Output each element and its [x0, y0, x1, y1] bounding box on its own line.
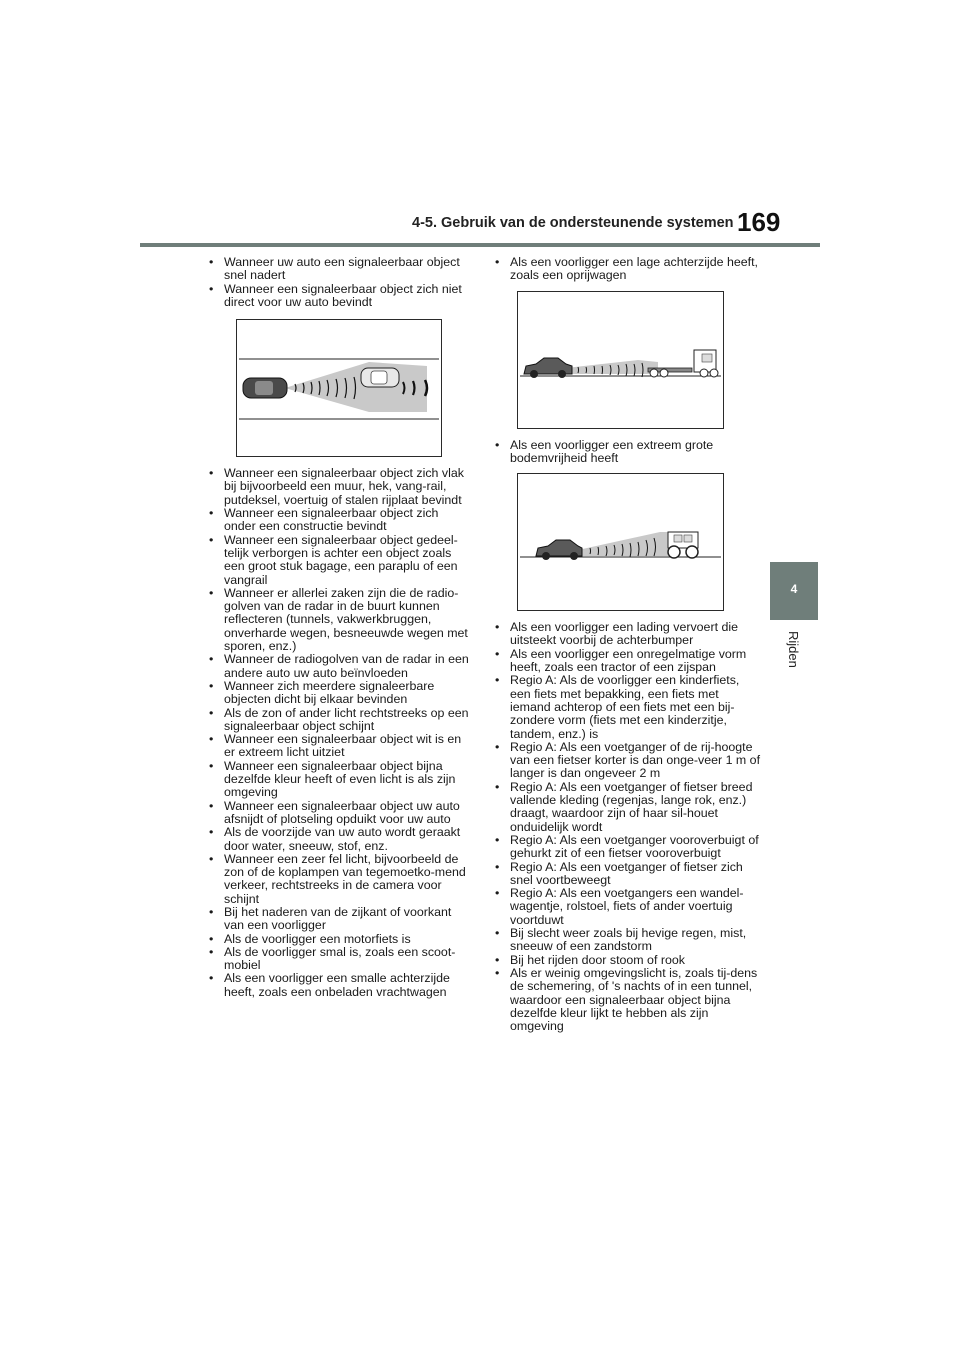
figure-car-carrier [517, 291, 724, 429]
bullet-list-top [206, 256, 470, 309]
header-rule [140, 243, 820, 247]
list-item: • Wanneer een signaleerbaar object gedeel-telijk verborgen is achter een object zoals een groot stuk bagage, een paraplu of een vangrail [206, 534, 470, 587]
list-item: • Wanneer een signaleerbaar object uw auto afsnijdt of plotseling opduikt voor uw auto [206, 800, 470, 827]
bullet-list-item-1 [492, 256, 760, 283]
high-clearance-illustration [518, 474, 723, 610]
own-car-icon [243, 378, 287, 398]
figure-offset-vehicle [236, 319, 442, 457]
list-item: • Wanneer een signaleerbaar object zich vlak bij bijvoorbeeld een muur, hek, vang-rail, putdeksel, voertuig of stalen rijplaat bevindt [206, 467, 470, 507]
list-item: • Wanneer uw auto een signaleerbaar object snel nadert [206, 256, 470, 283]
list-item: • Als de voorligger een motorfiets is [206, 933, 470, 946]
bullet-list-item-2 [492, 439, 760, 466]
list-item: • Als een voorligger een onregelmatige vorm heeft, zoals een tractor of een zijspan [492, 648, 760, 675]
chapter-number: 4 [790, 582, 798, 596]
car-carrier-illustration [518, 292, 723, 428]
left-column [206, 256, 470, 999]
list-item: • Wanneer een signaleerbaar object zich onder een constructie bevindt [206, 507, 470, 534]
list-item: • Als de voorligger smal is, zoals een scoot-mobiel [206, 946, 470, 973]
list-item: • Als er weinig omgevingslicht is, zoals tij-dens de schemering, of 's nachts of in een tunnel, waardoor een signaleerbaar object bijna dezelfde kleur lijkt te hebben als zijn omgeving [492, 967, 760, 1033]
list-item: • Als een voorligger een lage achterzijde heeft, zoals een oprijwagen [492, 256, 760, 283]
list-item: • Wanneer een signaleerbaar object zich niet direct voor uw auto bevindt [206, 283, 470, 310]
list-item: • Wanneer er allerlei zaken zijn die de radio-golven van de radar in de buurt kunnen reflecteren (tunnels, vakwerkbruggen, onverharde wegen, besneeuwde wegen met sporen, enz.) [206, 587, 470, 653]
list-item: • Wanneer een signaleerbaar object wit is en er extreem licht uitziet [206, 733, 470, 760]
bullet-list-bottom [206, 467, 470, 999]
figure-high-clearance [517, 473, 724, 611]
radar-beam [566, 360, 658, 374]
list-item: • Wanneer zich meerdere signaleerbare objecten dicht bij elkaar bevinden [206, 680, 470, 707]
list-item: • Regio A: Als een voetgangers een wandel-wagentje, rolstoel, fiets of ander voertuig voortduwt [492, 887, 760, 927]
chapter-label: Rijden [786, 631, 801, 668]
leading-car-icon [361, 368, 399, 387]
list-item: • Wanneer de radiogolven van de radar in een andere auto uw auto beïnvloeden [206, 653, 470, 680]
list-item: • Wanneer een signaleerbaar object bijna dezelfde kleur heeft of even licht is als zijn omgeving [206, 760, 470, 800]
page-number: 169 [737, 207, 781, 237]
list-item: • Regio A: Als een voetganger of fietser zich snel voortbeweegt [492, 861, 760, 888]
list-item: • Bij slecht weer zoals bij hevige regen, mist, sneeuw of een zandstorm [492, 927, 760, 954]
section-title: 4-5. Gebruik van de ondersteunende systemen [412, 215, 734, 231]
list-item: • Regio A: Als de voorligger een kinderfiets, een fiets met bepakking, een fiets met iemand achterop of een fiets met een bij-zondere vorm (fiets met een kinderzitje, tandem, enz.) is [492, 674, 760, 740]
list-item: • Bij het naderen van de zijkant of voorkant van een voorligger [206, 906, 470, 933]
offset-vehicle-illustration [237, 320, 441, 456]
chapter-tab [770, 562, 818, 620]
list-item: • Bij het rijden door stoom of rook [492, 954, 760, 967]
right-column [492, 256, 760, 1033]
high-clearance-vehicle-icon [668, 532, 698, 558]
list-item: • Regio A: Als een voetganger of de rij-hoogte van een fietser korter is dan onge-veer 1 m of langer is dan ongeveer 2 m [492, 741, 760, 781]
list-item: • Als een voorligger een smalle achterzijde heeft, zoals een onbeladen vrachtwagen [206, 972, 470, 999]
list-item: • Regio A: Als een voetganger of fietser breed vallende kleding (regenjas, lange rok, enz.) draagt, waardoor zijn of haar sil-houet onduidelijk wordt [492, 781, 760, 834]
list-item: • Wanneer een zeer fel licht, bijvoorbeeld de zon of de koplampen van tegemoetko-mend verkeer, rechtstreeks in de camera voor schijnt [206, 853, 470, 906]
list-item: • Als de zon of ander licht rechtstreeks op een signaleerbaar object schijnt [206, 707, 470, 734]
bullet-list-bottom [492, 621, 760, 1033]
car-carrier-truck-icon [648, 350, 718, 377]
list-item: • Als een voorligger een lading vervoert die uitsteekt voorbij de achterbumper [492, 621, 760, 648]
list-item: • Als de voorzijde van uw auto wordt geraakt door water, sneeuw, stof, enz. [206, 826, 470, 853]
list-item: • Regio A: Als een voetganger vooroverbuigt of gehurkt zit of een fietser vooroverbuigt [492, 834, 760, 861]
own-car-icon [524, 358, 572, 378]
list-item: • Als een voorligger een extreem grote bodemvrijheid heeft [492, 439, 760, 466]
